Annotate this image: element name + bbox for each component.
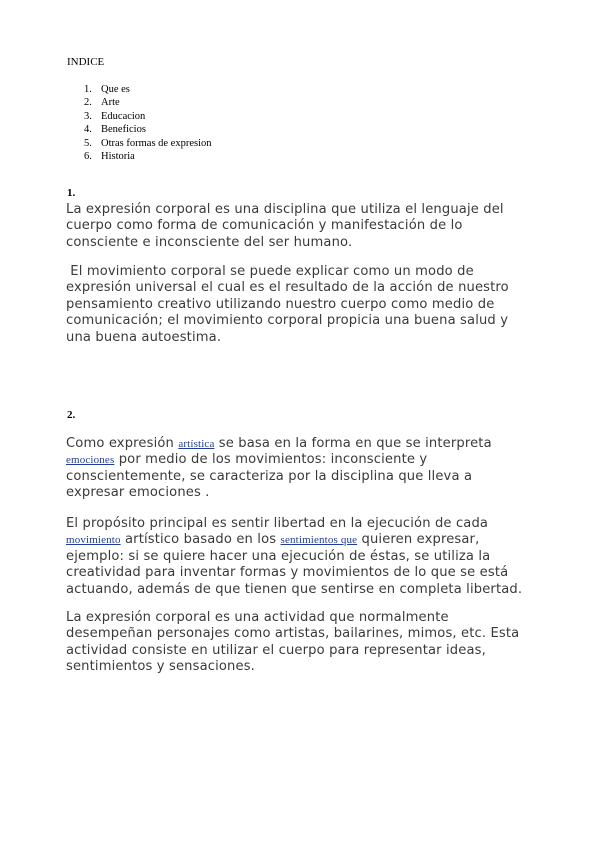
index-item: 1. Que es [84, 84, 130, 95]
section-1-paragraph-1: La expresión corporal es una disciplina que utiliza el lenguaje del cuerpo como forma de comunicación y manifestación de lo consciente e inconsciente del ser humano. [66, 202, 504, 250]
index-item: 2. Arte [84, 97, 120, 109]
link-artistica[interactable]: artística [178, 438, 215, 450]
index-item: 5. Otras formas de expresion [84, 137, 212, 149]
index-item: 3. Educacion [84, 110, 146, 122]
index-item: 4. Beneficios [84, 124, 146, 136]
link-movimiento[interactable]: movimiento [66, 534, 121, 547]
index-item: 6. Historia [84, 151, 135, 163]
section-2-number: 2. [67, 409, 76, 421]
index-title: INDICE [67, 56, 105, 68]
index-list [84, 83, 212, 163]
section-2-paragraph-1: Como expresión artística se basa en la forma en que se interpreta emociones por medio de los movimientos: inconsciente y conscientemente, se caracteriza por la disciplina que lleva a expresar emociones . [66, 436, 492, 501]
section-2-paragraph-2: El propósito principal es sentir libertad en la ejecución de cada movimiento artístico basado en los sentimientos que quieren expresar, ejemplo: si se quiere hacer una ejecución de éstas, se utiliza la creatividad para inventar formas y movimientos de lo que se está actuando, además de que tienen que sentirse en completa libertad. [66, 516, 523, 597]
link-sentimientos[interactable]: sentimientos que [280, 534, 358, 547]
section-1-paragraph-2: El movimiento corporal se puede explicar como un modo de expresión universal el cual es el resultado de la acción de nuestro pensamiento creativo utilizando nuestro cuerpo como medio de comunicación; el movimiento corporal propicia una buena salud y una buena autoestima. [66, 264, 509, 345]
section-2-paragraph-3: La expresión corporal es una actividad que normalmente desempeñan personajes como artistas, bailarines, mimos, etc. Esta actividad consiste en utilizar el cuerpo para representar ideas, sentimientos y sensaciones. [66, 610, 520, 675]
link-emociones[interactable]: emociones [66, 454, 115, 467]
section-1-number: 1. [67, 187, 76, 199]
